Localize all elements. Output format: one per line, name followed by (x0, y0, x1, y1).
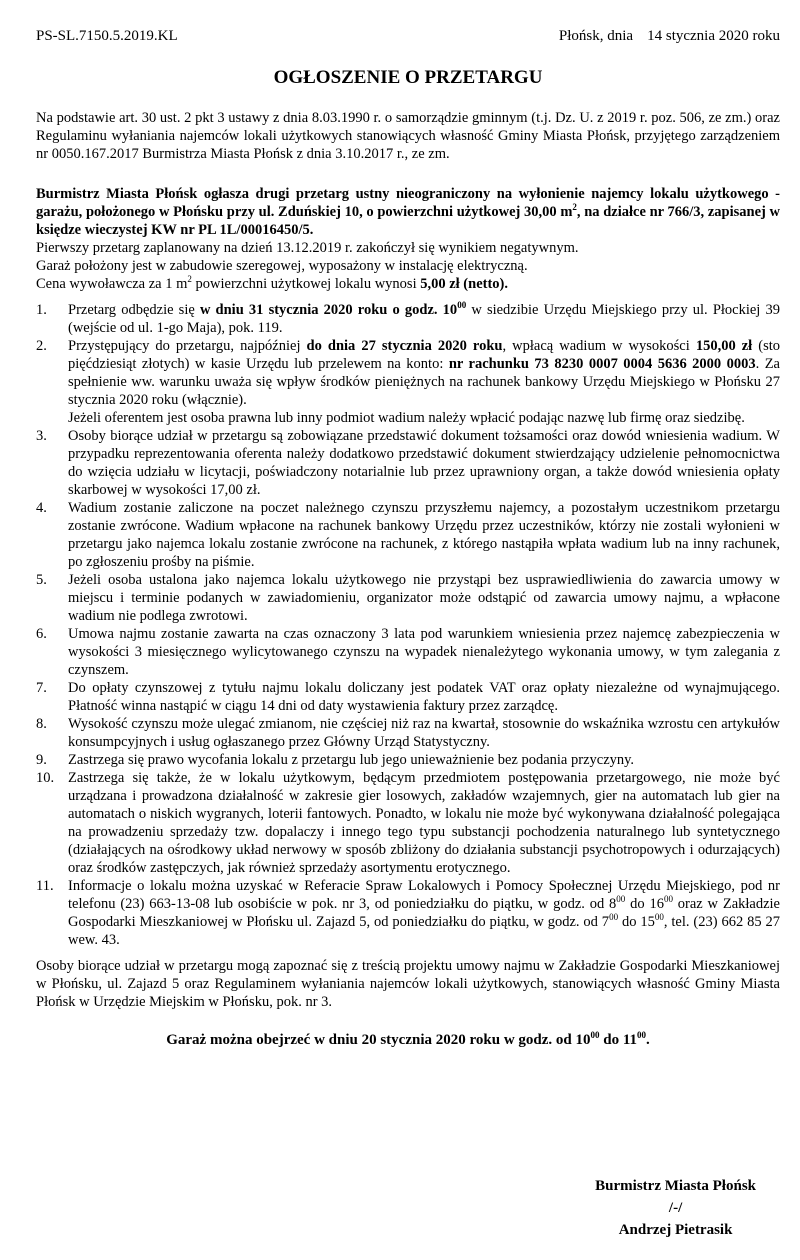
signatory-title: Burmistrz Miasta Płońsk (595, 1178, 756, 1194)
signatory-name: Andrzej Pietrasik (618, 1222, 733, 1238)
list-item: 4. Wadium zostanie zaliczone na poczet należnego czynszu przyszłemu najemcy, a pozostałym uczestnikom przetargu zostanie zwrócone. Wadium wpłacone na rachunek bankowy Urzędu przez uczestników, którzy nie zostali wyłonieni w przetargu jako najemca lokalu zostanie zwrócone na rachunek, z którego nastąpiła wpłata wadium lub na inny rachunek, po zgłoszeniu prośby na piśmie. (36, 500, 780, 570)
first-tender-info: Pierwszy przetarg zaplanowany na dzień 13.12.2019 r. zakończył się wynikiem negatywnym. (36, 240, 579, 256)
document-date: 14 stycznia 2020 roku (647, 28, 780, 44)
legal-basis: Na podstawie art. 30 ust. 2 pkt 3 ustawy z dnia 8.03.1990 r. o samorządzie gminnym (t.j. Dz. U. z 2019 r. poz. 506, ze zm.) oraz Regulaminu wyłaniania najemców lokali użytkowych stanowiących własność Gminy Miasta Płońsk, przyjętego zarządzeniem nr 0050.167.2017 Burmistrza Miasta Płońsk z dnia 3.10.2017 r., ze zm. (36, 110, 780, 162)
list-item: 11. Informacje o lokalu można uzyskać w Referacie Spraw Lokalowych i Pomocy Społecznej Urzędu Miejskiego, pod nr telefonu (23) 663-13-08 lub osobiście w pok. nr 3, od poniedziałku do piątku, w godz. od $8^{00}$ do $16^{00}$ oraz w Zakładzie Gospodarki Mieszkaniowej w Płońsku ul. Zajazd 5, od poniedziałku do piątku, w godz. od $7^{00}$ do $15^{00}$, tel. (23) 662 85 27 wew. 43. (36, 878, 781, 948)
list-item: 6. Umowa najmu zostanie zawarta na czas oznaczony 3 lata pod warunkiem wniesienia przez najemcę zabezpieczenia w wysokości 3 miesięcznego wylicytowanego czynszu na wypadek nienależytego wykonania umowy, w tym zalegania z czynszem. (36, 626, 780, 678)
viewing-info: Garaż można obejrzeć w dniu 20 stycznia 2020 roku w godz. od $10^{00}$ do $11^{00}$. (166, 1030, 650, 1048)
list-item: 5. Jeżeli osoba ustalona jako najemca lokalu użytkowego nie przystąpi bez usprawiedliwienia do zawarcia umowy w miejscu i terminie podanych w zawiadomieniu, organizator może odstąpić od zawarcia umowy najmu, a wpłacone wadium nie podlega zwrotowi. (36, 572, 780, 624)
document-header (36, 28, 780, 45)
list-item: 8. Wysokość czynszu może ulegać zmianom, nie częściej niż raz na kwartał, stosownie do wskaźnika wzrostu cen artykułów konsumpcyjnych i usług ogłaszanego przez Główny Urząd Statystyczny. (36, 716, 780, 750)
list-item: 7. Do opłaty czynszowej z tytułu najmu lokalu doliczany jest podatek VAT oraz opłaty niezależne od wynajmującego. Płatność winna nastąpić w ciągu 14 dni od daty wystawienia faktury przez zarządcę. (36, 680, 780, 714)
reference-number: PS-SL.7150.5.2019.KL (36, 28, 178, 44)
signature-block (595, 1175, 756, 1241)
conditions-list (36, 301, 780, 949)
list-item: 1. Przetarg odbędzie się w dniu 31 stycznia 2020 roku o godz. $10^{00}$ w siedzibie Urzędu Miejskiego przy ul. Płockiej 39 (wejście od ul. 1-go Maja), pok. 119. (36, 300, 780, 336)
price-info: Cena wywoławcza za 1 $m^2$ powierzchni użytkowej lokalu wynosi 5,00 zł (netto). (36, 274, 508, 292)
garage-info: Garaż położony jest w zabudowie szeregowej, wyposażony w instalację elektryczną. (36, 258, 528, 274)
list-item: 2. Przystępujący do przetargu, najpóźniej do dnia 27 stycznia 2020 roku, wpłacą wadium w wysokości 150,00 zł (sto pięćdziesiąt złotych) w kasie Urzędu lub przelewem na konto: nr rachunku 73 8230 0007 0004 5636 2000 0003. Za spełnienie ww. warunku uważa się wpływ środków pieniężnych na rachunek bankowy Urzędu Miejskiego w Płońsku 27 stycznia 2020 roku (włącznie). Jeżeli oferentem jest osoba prawna lub inny podmiot wadium należy wpłacić podając nazwę lub firmę oraz siedzibę. (36, 338, 780, 426)
list-item: 10. Zastrzega się także, że w lokalu użytkowym, będącym przedmiotem postępowania przetargowego, nie może być urządzana i prowadzona działalność w zakresie gier losowych, zakładów wzajemnych, gier na automatach lub gier na automatach o niskich wygranych, loterii fantowych. Ponadto, w lokalu nie może być wykonywana działalność polegająca na prowadzeniu sprzedaży tzw. dopalaczy i innego tego typu substancji pochodzenia naturalnego lub syntetycznego (działających na ośrodkowy układ nerwowy w sposób zbliżony do działania substancji psychotropowych i odurzających) oraz środków zastępczych, jak również sprzedaży asortymentu erotycznego. (36, 770, 780, 876)
document-page (36, 28, 780, 1049)
closing-paragraph: Osoby biorące udział w przetargu mogą zapoznać się z treścią projektu umowy najmu w Zakładzie Gospodarki Mieszkaniowej w Płońsku, ul. Zajazd 5 oraz Regulaminem wyłaniania najemców lokali użytkowych, stanowiących własność Gminy Miasta Płońsk w Urzędzie Miejskim w Płońsku, pok. nr 3. (36, 958, 780, 1010)
document-title: OGŁOSZENIE O PRZETARGU (273, 67, 543, 88)
announcement-paragraph: Burmistrz Miasta Płońsk ogłasza drugi przetarg ustny nieograniczony na wyłonienie najemcy lokalu użytkowego - garażu, położonego w Płońsku przy ul. Zduńskiej 10, o powierzchni użytkowej 30,00 $m^2$, na działce nr 766/3, zapisanej w księdze wieczystej KW nr PL 1L/00016450/5. (36, 186, 780, 238)
list-item: 9. Zastrzega się prawo wycofania lokalu z przetargu lub jego unieważnienie bez podania przyczyny. (36, 752, 635, 768)
list-item: 3. Osoby biorące udział w przetargu są zobowiązane przedstawić dokument tożsamości oraz dowód wniesienia wadium. W przypadku reprezentowania oferenta należy dodatkowo przedstawić dokument stwierdzający udzielenie pełnomocnictwa do wzięcia udziału w licytacji, poświadczony notarialnie lub przez uprawniony organ, a także dowód wniesienia opłaty skarbowej w wysokości 17,00 zł. (36, 428, 780, 498)
place-label: Płońsk, dnia (558, 28, 634, 44)
signature-mark: /-/ (668, 1200, 683, 1216)
place-date (559, 28, 780, 45)
